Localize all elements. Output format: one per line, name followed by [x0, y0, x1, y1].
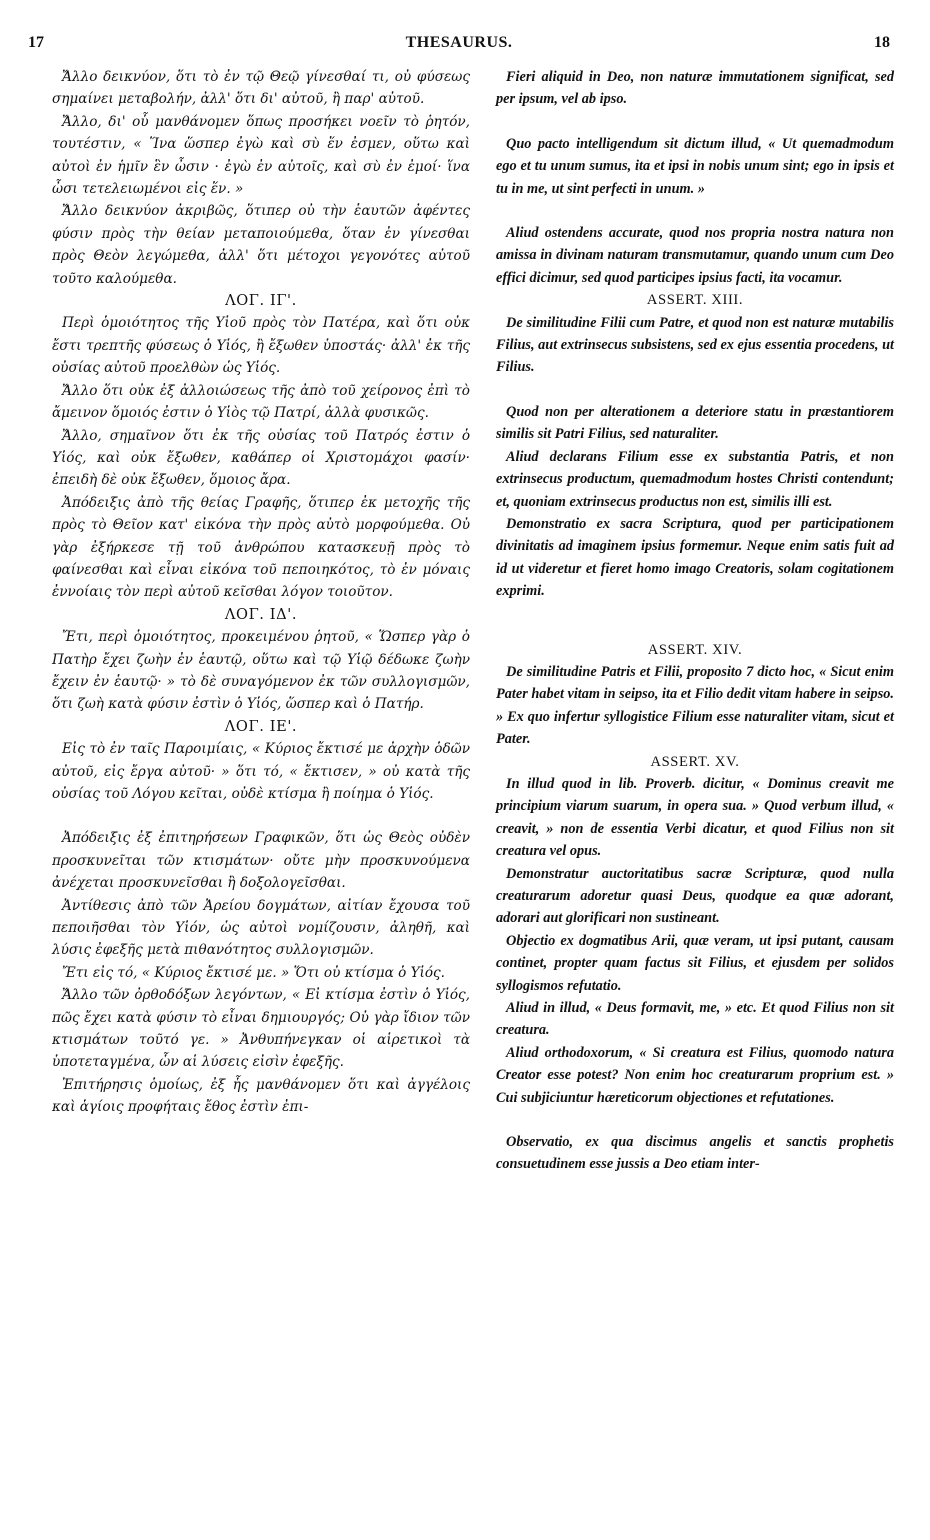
section-heading: ΛΟΓ. ΙΓ'. [225, 292, 297, 310]
latin-column [496, 66, 894, 1176]
greek-paragraph: Ἄλλο, σημαῖνον ὅτι ἐκ τῆς οὐσίας τοῦ Πατρός ἐστιν ὁ Υἱός, καὶ οὐκ ἔξωθεν, καθάπερ οἱ Χριστομάχοι φασίν· ἐπειδὴ δὲ οὐκ ἔξωθεν, ὅμοιος ἄρα. [52, 427, 470, 489]
latin-paragraph: In illud quod in lib. Proverb. dicitur, « Dominus creavit me principium viarum suarum, in opera sua. » Quod verbum illud, « creavit, » non de essentia Verbi dicatur, et quod Filius non sit creatura vel opus. [496, 775, 894, 860]
paragraph-gap [496, 1109, 894, 1131]
greek-paragraph: Ἔτι, περὶ ὁμοιότητος, προκειμένου ῥητοῦ, « Ὥσπερ γὰρ ὁ Πατὴρ ἔχει ζωὴν ἐν ἑαυτῷ, οὕτω καὶ τῷ Υἱῷ δέδωκε ζωὴν ἔχειν ἐν ἑαυτῷ· » τὸ δὲ συναγόμενον ἐκ τῶν συλλογισμῶν, ὅτι ζωὴ κατὰ φύσιν ἐστὶν ὁ Υἱός, ὥσπερ καὶ ὁ Πατήρ. [52, 629, 470, 713]
latin-paragraph: De similitudine Filii cum Patre, et quod non est naturæ mutabilis Filius, aut extrinsecus subsistens, sed ex ejus essentia procedens, ut Filius. [496, 314, 894, 376]
paragraph-gap [496, 111, 894, 133]
paragraph-gap [496, 379, 894, 401]
greek-paragraph: Ἄλλο, δι' οὗ μανθάνομεν ὅπως προσήκει νοεῖν τὸ ῥητόν, τουτέστιν, « Ἵνα ὥσπερ ἐγὼ καὶ σὺ ἕν ἐσμεν, οὕτω καὶ αὐτοὶ ἐν ἡμῖν ἓν ὦσιν · ἐγὼ ἐν αὐτοῖς, καὶ σὺ ἐν ἐμοί· ἵνα ὦσι τετελειωμένοι εἰς ἕν. » [52, 113, 470, 198]
latin-paragraph: Demonstratio ex sacra Scriptura, quod per participationem divinitatis ad imaginem ipsius formemur. Neque enim satis fuit ad id ut videretur et fieret homo imago Creatoris, solam cogitationem exprimi. [496, 515, 894, 600]
greek-paragraph: Ἄλλο ὅτι οὐκ ἐξ ἀλλοιώσεως τῆς ἀπὸ τοῦ χείρονος ἐπὶ τὸ ἄμεινον ὅμοιός ἐστιν ὁ Υἱὸς τῷ Πατρί, ἀλλὰ φυσικῶς. [52, 382, 470, 422]
page-header [28, 34, 890, 56]
paragraph-gap [496, 200, 894, 222]
greek-paragraph: Ἔτι εἰς τό, « Κύριος ἔκτισέ με. » Ὅτι οὐ κτίσμα ὁ Υἱός. [62, 964, 445, 981]
greek-paragraph: Ἀντίθεσις ἀπὸ τῶν Ἀρείου δογμάτων, αἰτίαν ἔχουσα τοῦ πεποιῆσθαι τὸν Υἱόν, ὡς αὐτοὶ νομίζουσιν, ἀληθῆ, καὶ λύσις ἐφεξῆς μετὰ πιθανότητος συλλογισμῶν. [52, 897, 470, 959]
greek-paragraph: Ἄλλο τῶν ὀρθοδόξων λεγόντων, « Εἰ κτίσμα ἐστὶν ὁ Υἱός, πῶς ἔχει κατὰ φύσιν τὸ εἶναι δημιουργός; Οὐ γὰρ ἴδιον τῶν κτισμάτων τοῦτό γε. » Ἀνθυπήνεγκαν οἱ αἱρετικοὶ τὰ ὑποτεταγμένα, ὧν αἱ λύσεις εἰσὶν ἐφεξῆς. [52, 987, 470, 1071]
paragraph-gap [496, 603, 894, 639]
greek-paragraph: Εἰς τὸ ἐν ταῖς Παροιμίαις, « Κύριος ἔκτισέ με ἀρχὴν ὁδῶν αὐτοῦ, εἰς ἔργα αὐτοῦ· » ὅτι τό, « ἔκτισεν, » οὐ κατὰ τῆς οὐσίας τοῦ Λόγου κεῖται, οὐδὲ κτίσμα ἢ ποίημα ὁ Υἱός. [52, 741, 470, 802]
latin-paragraph: Quo pacto intelligendum sit dictum illud, « Ut quemadmodum ego et tu unum sumus, ita et ipsi in nobis unum sint; ego in ipsis et tu in me, ut sint perfecti in unum. » [496, 135, 894, 197]
section-heading: ΛΟΓ. ΙΕ'. [224, 717, 298, 735]
latin-paragraph: Quod non per alterationem a deteriore statu in præstantiorem similis sit Patri Filius, sed naturaliter. [496, 403, 894, 443]
latin-paragraph: Fieri aliquid in Deo, non naturæ immutationem significat, sed per ipsum, vel ab ipso. [496, 69, 894, 108]
page-number-right: 18 [874, 34, 890, 51]
section-heading: ΛΟΓ. ΙΔ'. [224, 605, 298, 623]
greek-paragraph: Ἄλλο δεικνύον, ὅτι τὸ ἐν τῷ Θεῷ γίνεσθαί τι, οὐ φύσεως σημαίνει μεταβολήν, ἀλλ' ὅτι δι' αὐτοῦ, ἢ παρ' αὐτοῦ. [52, 69, 470, 108]
latin-paragraph: Demonstratur auctoritatibus sacræ Scripturæ, quod nulla creaturarum adoretur quasi Deus, quodque ea quæ adorant, adorari aut glorificari non sustineant. [496, 865, 894, 927]
section-heading: ASSERT. XIII. [646, 292, 744, 309]
latin-paragraph: Aliud ostendens accurate, quod nos propria nostra natura non amissa in divinam naturam transmutamur, quando unum cum Deo effici dicimur, sed quod participes ipsius facti, ita vocamur. [496, 225, 894, 286]
latin-paragraph: De similitudine Patris et Filii, proposito 7 dicto hoc, « Sicut enim Pater habet vitam in seipso, ita et Filio dedit vitam habere in seipso. » Ex quo infertur syllogistice Filium esse naturaliter vitam, sicut et Pater. [496, 663, 894, 748]
latin-paragraph: Objectio ex dogmatibus Arii, quæ veram, ut ipsi putant, causam continet, propter quam factus sit Filius, et ejusdem per solidos syllogismos refutatio. [496, 932, 894, 994]
page-number-left: 17 [28, 34, 44, 51]
greek-paragraph: Περὶ ὁμοιότητος τῆς Υἱοῦ πρὸς τὸν Πατέρα, καὶ ὅτι οὐκ ἔστι τρεπτῆς φύσεως ὁ Υἱός, ἢ ἔξωθεν ὑποστάς· ἀλλ' ἐκ τῆς οὐσίας αὐτοῦ προελθὼν ὡς Υἱός. [52, 315, 470, 377]
section-heading: ASSERT. XIV. [647, 641, 743, 658]
greek-paragraph: Ἀπόδειξις ἐξ ἐπιτηρήσεων Γραφικῶν, ὅτι ὡς Θεὸς οὐδὲν προσκυνεῖται τῶν κτισμάτων· οὔτε μὴν προσκυνούμενα ἀνέχεται προσκυνεῖσθαι ἢ δοξολογεῖσθαι. [52, 830, 470, 892]
greek-paragraph: Ἀπόδειξις ἀπὸ τῆς θείας Γραφῆς, ὅτιπερ ἐκ μετοχῆς τῆς πρὸς τὸ Θεῖον κατ' εἰκόνα τὴν πρὸς αὐτὸ μορφούμεθα. Οὐ γὰρ ἐξήρκεσε τῇ τοῦ ἀνθρώπου κατασκευῇ πρὸς τὸ φαίνεσθαι καὶ εἶναι εἰκόνα τοῦ πεποιηκότος, τὸ ἐν μόναις ἐννοίαις τὸν περὶ αὐτοῦ κεῖσθαι λόγον τοιοῦτον. [52, 494, 470, 601]
section-heading: ASSERT. XV. [650, 753, 740, 770]
running-title: THESAURUS. [405, 34, 513, 51]
latin-paragraph: Aliud declarans Filium esse ex substantia Patris, et non extrinsecus productum, quemadmodum hostes Christi contendunt; et, quoniam extrinsecus productus non est, similis illi est. [496, 448, 894, 510]
greek-paragraph: Ἐπιτήρησις ὁμοίως, ἐξ ἧς μανθάνομεν ὅτι καὶ ἀγγέλοις καὶ ἁγίοις προφήταις ἔθος ἐστὶν ἐπι- [52, 1076, 470, 1116]
greek-paragraph: Ἄλλο δεικνύον ἀκριβῶς, ὅτιπερ οὐ τὴν ἑαυτῶν ἀφέντες φύσιν πρὸς τὴν θείαν μεταποιούμεθα, ὅταν ἐν γίνεσθαι πρὸς Θεὸν λεγώμεθα, ἀλλ' ὅτι μέτοχοι γεγονότες αὐτοῦ τοῦτο καλούμεθα. [52, 203, 470, 287]
latin-paragraph: Observatio, ex qua discimus angelis et sanctis prophetis consuetudinem esse jussis a Deo etiam inter- [496, 1134, 894, 1173]
latin-paragraph: Aliud orthodoxorum, « Si creatura est Filius, quomodo natura Creator esse potest? Non enim hoc creaturarum proprium est. » Cui subjiciuntur hæreticorum objectiones et refutationes. [496, 1044, 894, 1106]
latin-paragraph: Aliud in illud, « Deus formavit, me, » etc. Et quod Filius non sit creatura. [496, 1000, 894, 1039]
greek-column [52, 66, 470, 1119]
paragraph-gap [52, 805, 470, 827]
